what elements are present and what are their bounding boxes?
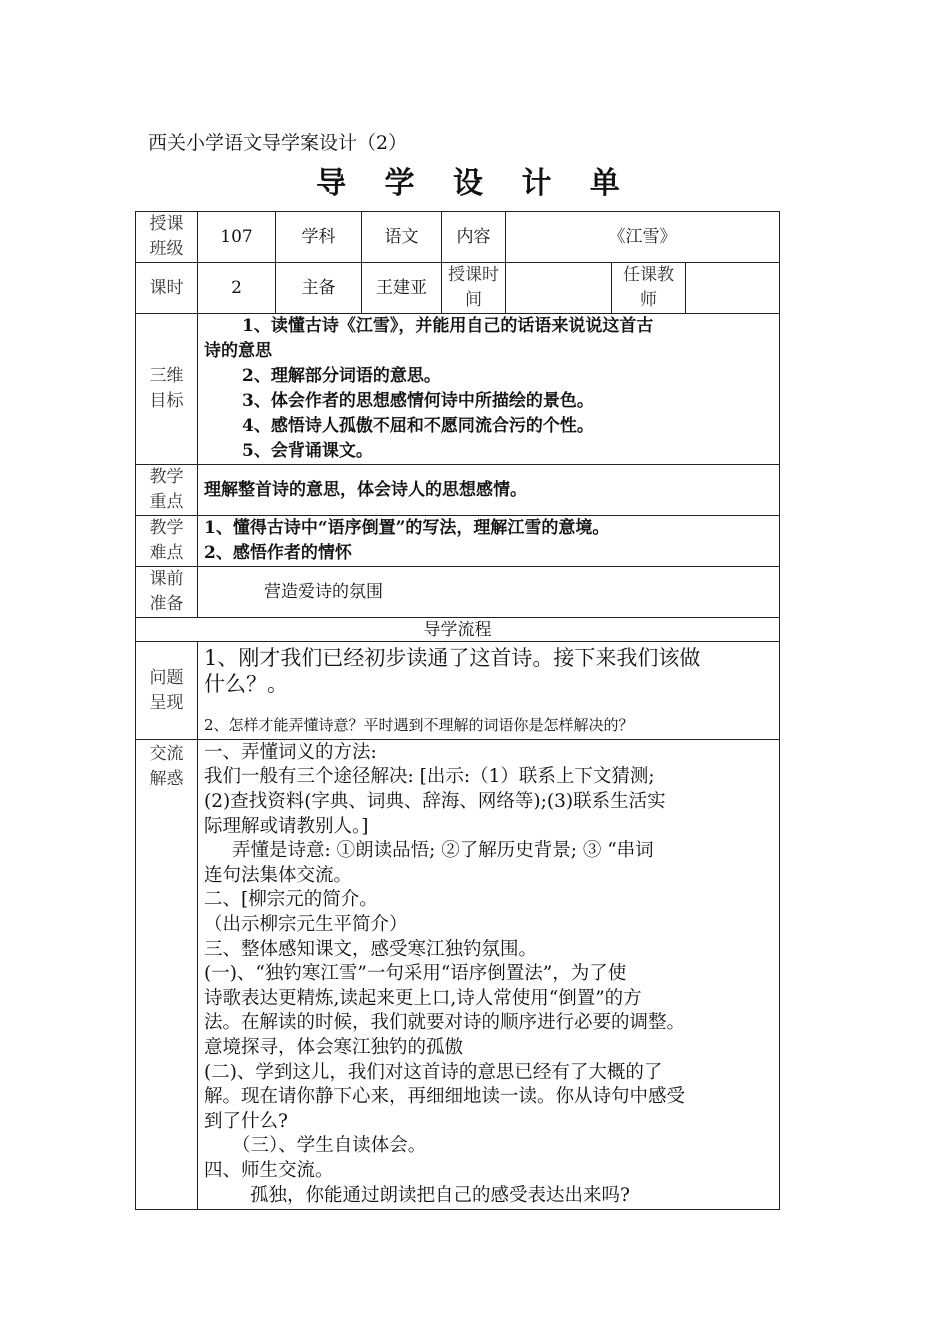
- exchange-line: 意境探寻，体会寒江独钓的孤傲: [204, 1036, 464, 1058]
- exchange-content: [198, 740, 780, 1210]
- exchange-line: 诗歌表达更精炼,读起来更上口,诗人常使用“倒置”的方: [204, 987, 642, 1009]
- prep-content: 营造爱诗的氛围: [198, 567, 780, 618]
- exchange-line: （出示柳宗元生平简介）: [204, 914, 408, 936]
- exchange-line: 二、[柳宗元的简介。: [204, 889, 378, 911]
- main-title: 导 学 设 计 单: [316, 166, 634, 201]
- problem-line: 什么？。: [204, 672, 288, 696]
- period-label: 课时: [136, 263, 198, 314]
- row-class-info: [136, 212, 780, 263]
- goal-line: 3、体会作者的思想感情何诗中所描绘的景色。: [242, 391, 594, 411]
- row-focus: [136, 465, 780, 516]
- goal-line: 2、理解部分词语的意思。: [242, 366, 441, 386]
- exchange-line: 我们一般有三个途径解决: [出示:（1）联系上下文猜测;: [204, 766, 655, 788]
- class-label: 授课班级: [136, 212, 198, 263]
- time-value: [506, 263, 612, 314]
- document-title: 西关小学语文导学案设计（2）: [148, 132, 408, 154]
- exchange-line: 孤独，你能通过朗读把自己的感受表达出来吗?: [250, 1184, 630, 1206]
- exchange-line: (二)、学到这儿，我们对这首诗的意思已经有了大概的了: [204, 1061, 663, 1083]
- subject-label: 学科: [276, 212, 362, 263]
- exchange-line: (2)查找资料(字典、词典、辞海、网络等);(3)联系生活实: [204, 791, 666, 813]
- row-flow-heading: [136, 618, 780, 642]
- goals-label: 三维目标: [136, 314, 198, 465]
- goal-line: 4、感悟诗人孤傲不屈和不愿同流合污的个性。: [242, 416, 594, 436]
- exchange-line: 到了什么?: [204, 1110, 288, 1132]
- exchange-line: (一)、“独钓寒江雪”一句采用“语序倒置法”，为了使: [204, 963, 627, 985]
- goals-content: [198, 314, 780, 465]
- row-exchange: [136, 740, 780, 1210]
- exchange-line: 弄懂是诗意: ①朗读品悟; ②了解历史背景; ③ “串词: [232, 840, 654, 862]
- content-value: 《江雪》: [506, 212, 780, 263]
- problem-label: 问题呈现: [136, 642, 198, 740]
- exchange-line: （三）、学生自读体会。: [232, 1135, 427, 1157]
- period-value: 2: [198, 263, 276, 314]
- goal-line: 诗的意思: [204, 341, 272, 361]
- row-prep: [136, 567, 780, 618]
- problem-line: 1、刚才我们已经初步读通了这首诗。接下来我们该做: [204, 646, 701, 670]
- row-goals: [136, 314, 780, 465]
- difficulty-line: 1、懂得古诗中“语序倒置”的写法，理解江雪的意境。: [204, 518, 610, 538]
- lead-label: 主备: [276, 263, 362, 314]
- guide-table: [135, 211, 780, 1210]
- focus-content: 理解整首诗的意思，体会诗人的思想感情。: [198, 465, 780, 516]
- subject-value: 语文: [362, 212, 442, 263]
- teacher-value: [686, 263, 780, 314]
- difficulty-content: [198, 516, 780, 567]
- teacher-label: 任课教师: [612, 263, 686, 314]
- exchange-line: 连句法集体交流。: [204, 864, 353, 886]
- problem-line: 2、怎样才能弄懂诗意？平时遇到不理解的词语你是怎样解决的？: [204, 716, 634, 734]
- difficulty-line: 2、感悟作者的情怀: [204, 543, 352, 563]
- class-value: 107: [198, 212, 276, 263]
- row-problem: [136, 642, 780, 740]
- prep-label: 课前准备: [136, 567, 198, 618]
- exchange-line: 法。在解读的时候，我们就要对诗的顺序进行必要的调整。: [204, 1012, 686, 1034]
- exchange-label: 交流解惑: [136, 740, 198, 1210]
- exchange-line: 际理解或请教别人。]: [204, 815, 369, 837]
- exchange-line: 解。现在请你静下心来，再细细地读一读。你从诗句中感受: [204, 1086, 686, 1108]
- exchange-line: 一、弄懂词义的方法:: [204, 741, 377, 763]
- problem-content: [198, 642, 780, 740]
- goal-line: 1、读懂古诗《江雪》，并能用自己的话语来说说这首古: [242, 316, 654, 336]
- lead-value: 王建亚: [362, 263, 442, 314]
- focus-label: 教学重点: [136, 465, 198, 516]
- row-period-info: [136, 263, 780, 314]
- row-difficulty: [136, 516, 780, 567]
- difficulty-label: 教学难点: [136, 516, 198, 567]
- exchange-line: 四、师生交流。: [204, 1159, 334, 1181]
- goal-line: 5、会背诵课文。: [242, 441, 373, 461]
- flow-heading: 导学流程: [136, 618, 780, 642]
- content-label: 内容: [442, 212, 506, 263]
- time-label: 授课时间: [442, 263, 506, 314]
- exchange-line: 三、整体感知课文，感受寒江独钓氛围。: [204, 938, 538, 960]
